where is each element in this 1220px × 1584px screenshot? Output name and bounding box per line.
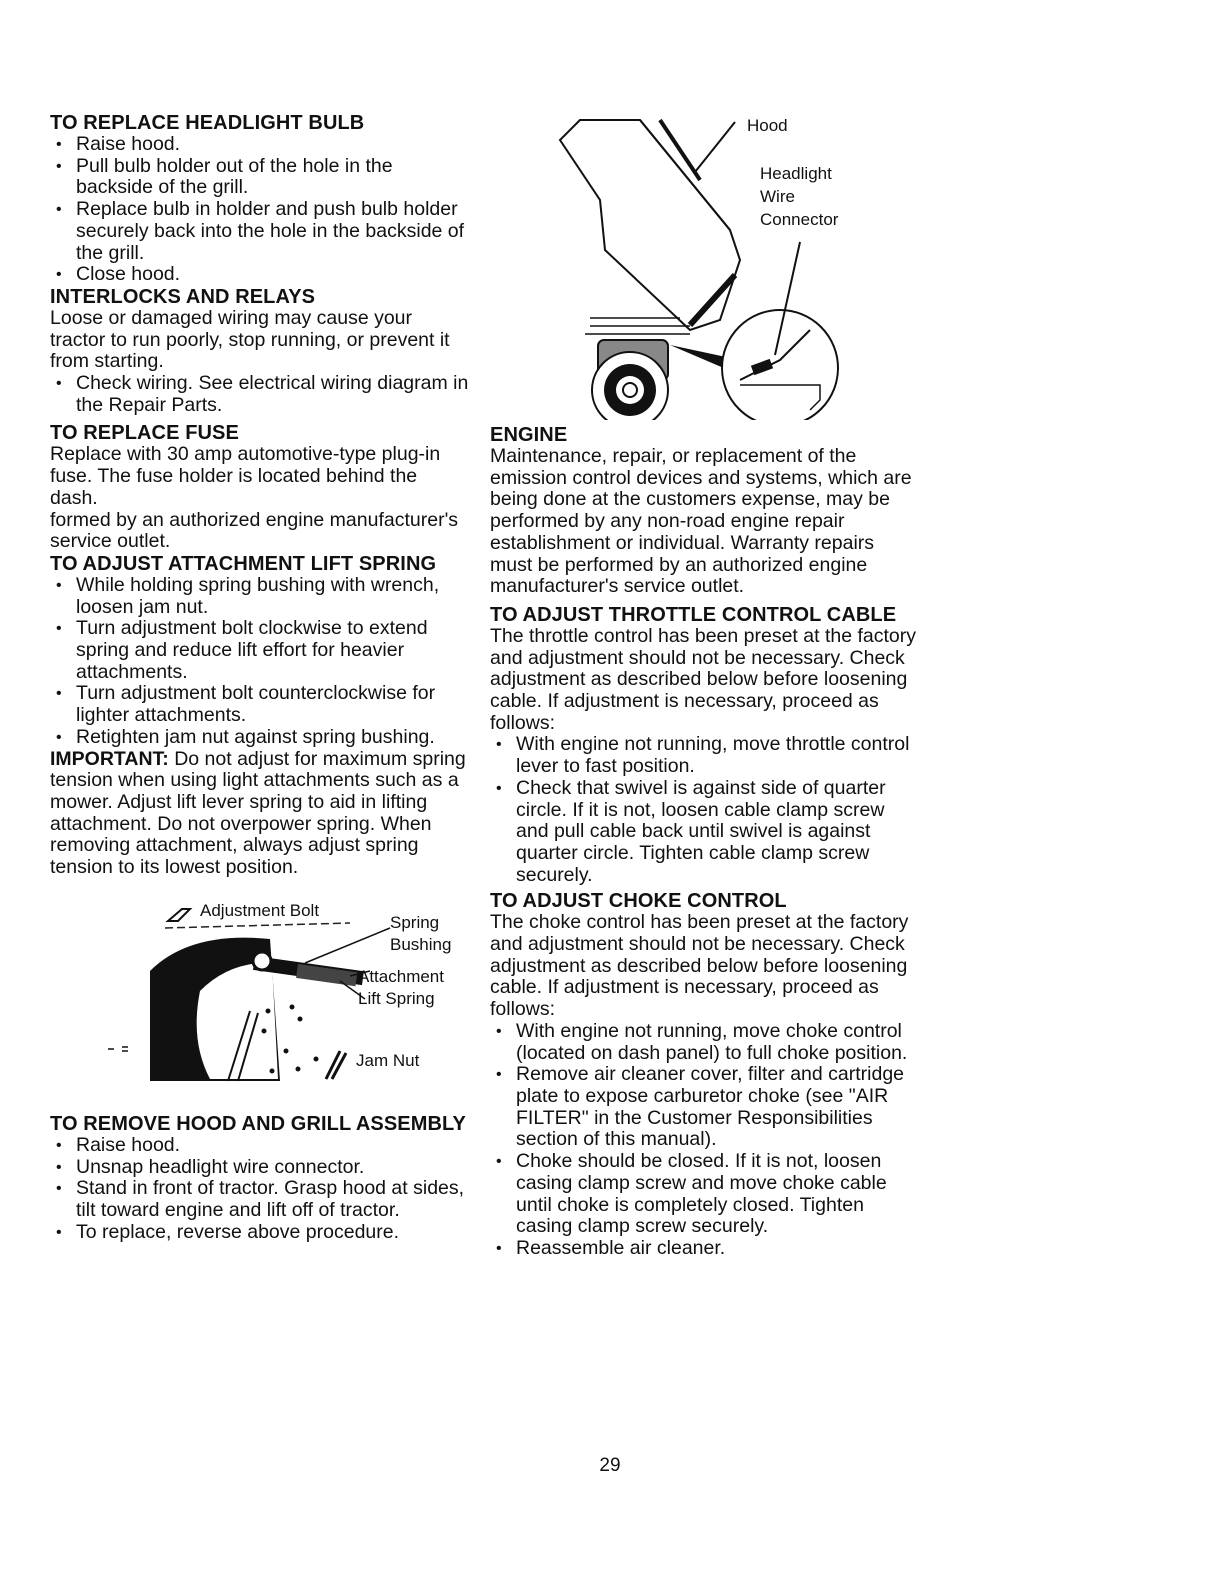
- interlocks-title: INTERLOCKS AND RELAYS: [50, 285, 316, 308]
- lift-spring-section: [50, 553, 470, 879]
- list-item: • Unsnap headlight wire connector.: [50, 1157, 470, 1179]
- list-item: • Remove air cleaner cover, filter and cartridge plate to expose carburetor choke (see "AIR FILTER" in the Customer Responsibilities section of this manual).: [490, 1064, 920, 1151]
- engine-title: ENGINE: [490, 424, 568, 446]
- headlight-figure: [490, 100, 920, 420]
- choke-steps: [490, 1021, 920, 1260]
- list-item: • While holding spring bushing with wrench, loosen jam nut.: [50, 575, 470, 618]
- label-adjustment-bolt: Adjustment Bolt: [200, 900, 320, 920]
- choke-section: [490, 890, 920, 1259]
- engine-section: [490, 424, 920, 598]
- list-item: • Retighten jam nut against spring bushing.: [50, 727, 470, 749]
- fuse-section: [50, 422, 470, 553]
- important-text: Do not adjust for maximum spring tension when using light attachments such as a mower. Adjust lift lever spring to aid in lifting attachment. Do not overpower spring. When removing attachment, always adjust spring tension to its lowest position.: [50, 747, 466, 879]
- list-item: • Choke should be closed. If it is not, loosen casing clamp screw and move choke cable until choke is completely closed. Tighten casing clamp screw securely.: [490, 1151, 920, 1238]
- throttle-steps: [490, 734, 920, 886]
- important-note: [50, 749, 470, 879]
- throttle-title: TO ADJUST THROTTLE CONTROL CABLE: [490, 603, 897, 626]
- important-label: IMPORTANT:: [50, 747, 169, 770]
- list-item: • Stand in front of tractor. Grasp hood at sides, tilt toward engine and lift off of tractor.: [50, 1178, 470, 1221]
- fuse-text-2: formed by an authorized engine manufacturer's service outlet.: [50, 508, 459, 553]
- list-item: • Check wiring. See electrical wiring diagram in the Repair Parts.: [50, 373, 470, 416]
- list-item: • To replace, reverse above procedure.: [50, 1222, 470, 1244]
- engine-text: Maintenance, repair, or replacement of the emission control devices and systems, which are being done at the customers expense, may be performed by any non-road engine repair establishment or individual. Warranty repairs must be performed by an authorized engine manufacturer's service outlet.: [490, 445, 912, 598]
- headlight-section: [50, 112, 470, 286]
- label-spring: Spring: [390, 912, 440, 932]
- list-item: • Check that swivel is against side of quarter circle. If it is not, loosen cable clamp screw and pull cable back until swivel is against quarter circle. Tighten cable clamp screw securely.: [490, 778, 920, 887]
- hood-steps: [50, 1135, 470, 1244]
- choke-title: TO ADJUST CHOKE CONTROL: [490, 890, 787, 913]
- lift-spring-title: TO ADJUST ATTACHMENT LIFT SPRING: [50, 552, 437, 575]
- headlight-illustration: [490, 100, 920, 420]
- hood-section: [50, 1113, 470, 1244]
- interlocks-steps: [50, 373, 470, 416]
- throttle-section: [490, 604, 920, 886]
- list-item: • Turn adjustment bolt clockwise to extend spring and reduce lift effort for heavier attachments.: [50, 618, 470, 683]
- list-item: • With engine not running, move throttle control lever to fast position.: [490, 734, 920, 777]
- label-headlight: Headlight: [760, 164, 832, 183]
- lift-spring-steps: [50, 575, 470, 749]
- label-jam-nut: Jam Nut: [356, 1050, 420, 1070]
- label-bushing: Bushing: [390, 934, 452, 954]
- label-connector: Connector: [760, 210, 839, 229]
- interlocks-text: Loose or damaged wiring may cause your tractor to run poorly, stop running, or prevent it from starting.: [50, 306, 450, 373]
- label-wire: Wire: [760, 187, 795, 206]
- throttle-text: The throttle control has been preset at the factory and adjustment should not be necessary. Check adjustment as described below before loosening cable. If adjustment is necessary, proceed as follows:: [490, 624, 916, 734]
- list-item: • Close hood.: [50, 264, 470, 286]
- list-item: • Pull bulb holder out of the hole in the backside of the grill.: [50, 156, 470, 199]
- choke-text: The choke control has been preset at the factory and adjustment should not be necessary. Check adjustment as described below before loosening cable. If adjustment is necessary, proceed as follows:: [490, 911, 909, 1021]
- list-item: • Turn adjustment bolt counterclockwise for lighter attachments.: [50, 683, 470, 726]
- list-item: • Reassemble air cleaner.: [490, 1238, 920, 1260]
- list-item: • Raise hood.: [50, 1135, 470, 1157]
- list-item: • Replace bulb in holder and push bulb holder securely back into the hole in the backside of the grill.: [50, 199, 470, 264]
- lift-spring-figure: [50, 901, 470, 1101]
- list-item: • Raise hood.: [50, 134, 470, 156]
- label-attachment: Attachment: [358, 966, 444, 986]
- label-lift-spring: Lift Spring: [358, 988, 435, 1008]
- list-item: • With engine not running, move choke control (located on dash panel) to full choke position.: [490, 1021, 920, 1064]
- headlight-steps: [50, 134, 470, 286]
- left-column: [50, 112, 470, 1243]
- interlocks-section: [50, 286, 470, 417]
- page-number: 29: [599, 1455, 621, 1476]
- fuse-title: TO REPLACE FUSE: [50, 422, 239, 445]
- headlight-title: TO REPLACE HEADLIGHT BULB: [50, 112, 365, 134]
- right-column: [490, 100, 920, 1260]
- hood-title: TO REMOVE HOOD AND GRILL ASSEMBLY: [50, 1112, 466, 1135]
- fuse-text: Replace with 30 amp automotive-type plug-in fuse. The fuse holder is located behind the dash.: [50, 443, 441, 509]
- label-hood: Hood: [747, 116, 788, 135]
